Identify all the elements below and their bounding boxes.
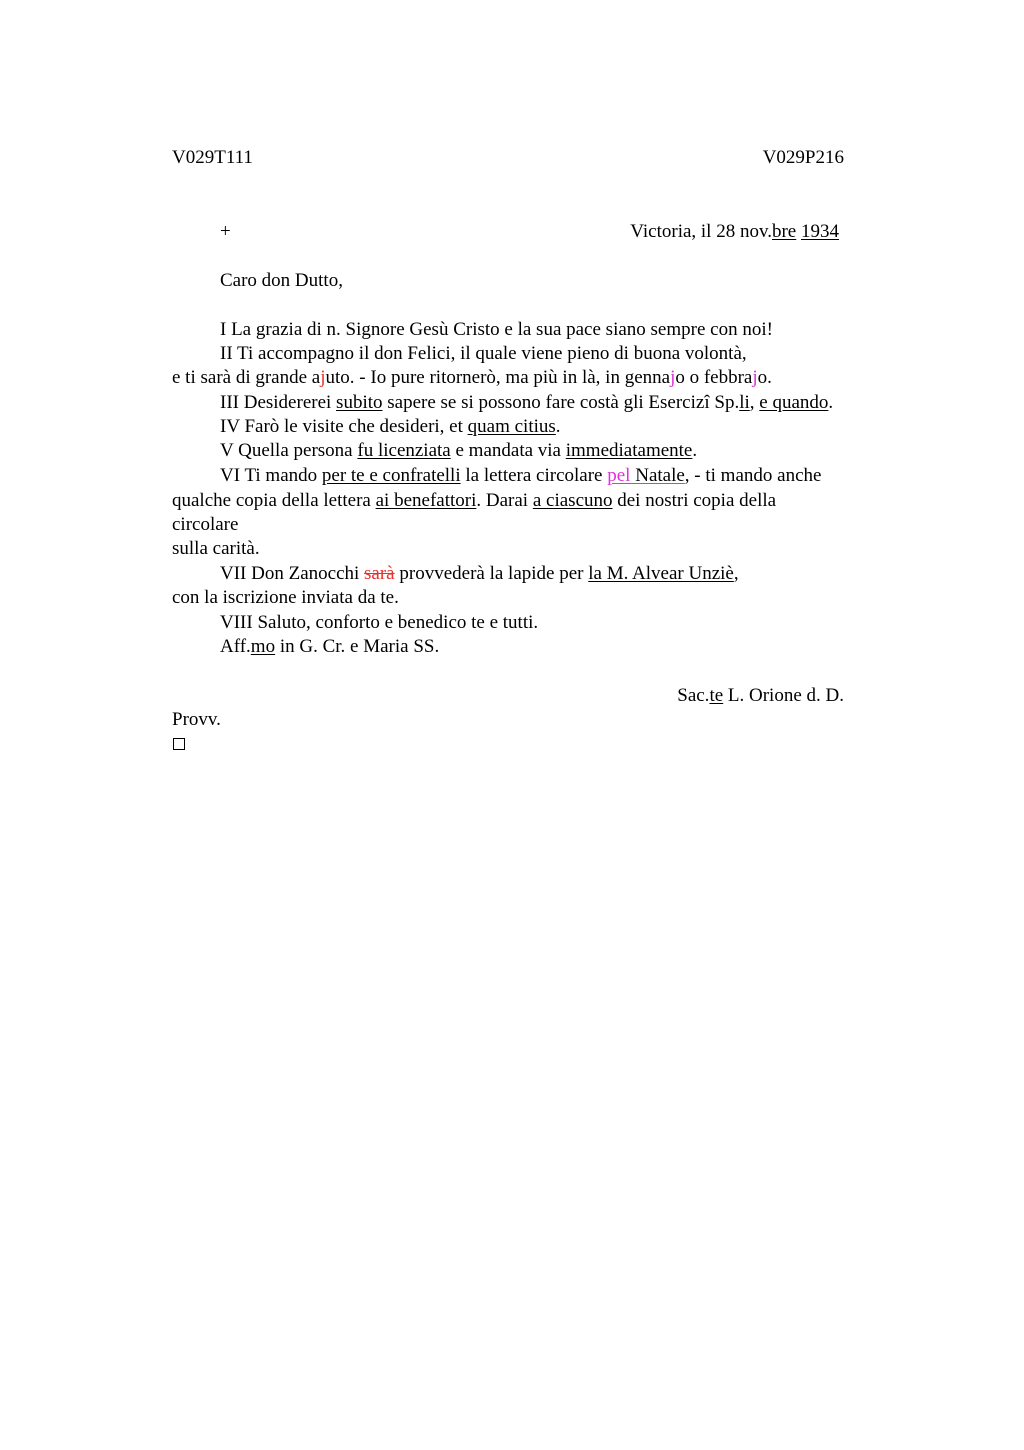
text-run: la lettera circolare xyxy=(460,465,608,486)
text-run: , xyxy=(749,392,760,413)
underlined-correction: pel xyxy=(607,465,631,486)
signature xyxy=(677,684,844,708)
checkbox-icon[interactable] xyxy=(173,738,185,750)
underlined-text: te xyxy=(709,685,724,706)
underlined-text: quam citius xyxy=(467,416,556,437)
paragraph-5 xyxy=(220,439,697,463)
document-code-left: V029T111 xyxy=(172,147,253,168)
paragraph-1: I La grazia di n. Signore Gesù Cristo e la sua pace siano sempre con noi! xyxy=(220,319,773,340)
text-run: o o febbra xyxy=(675,367,753,388)
underlined-text: ai benefattori xyxy=(375,490,477,511)
underlined-text: mo xyxy=(250,636,276,657)
text-run: Sac. xyxy=(677,685,710,706)
text-run: Sp. xyxy=(709,392,740,413)
text-run: . xyxy=(692,440,698,461)
dateline-year: 1934 xyxy=(801,221,839,242)
paragraph-6-line-2 xyxy=(172,489,776,513)
salutation: Caro don Dutto, xyxy=(220,270,343,291)
text-run: , - ti mando anche xyxy=(684,465,822,486)
provv-label: Provv. xyxy=(172,709,221,730)
correction-mark: j xyxy=(752,367,758,388)
text-run: qualche copia della lettera xyxy=(172,490,376,511)
text-run: provvederà la lapide per xyxy=(394,563,589,584)
closing xyxy=(220,635,439,659)
text-run: e ti sarà di grande a xyxy=(172,367,321,388)
text-run: III Desidererei xyxy=(220,392,337,413)
text-run: o. xyxy=(757,367,772,388)
underlined-text: a ciascuno xyxy=(532,490,613,511)
underlined-text: li xyxy=(739,392,750,413)
underlined-text: fu licenziata xyxy=(357,440,451,461)
paragraph-2-line-2 xyxy=(172,366,772,390)
cross-symbol: + xyxy=(220,221,231,242)
text-run: V Quella persona xyxy=(220,440,358,461)
paragraph-6-line-4: sulla carità. xyxy=(172,538,260,559)
text-run: in G. Cr. e Maria SS. xyxy=(275,636,440,657)
text-run: Aff. xyxy=(220,636,251,657)
underlined-text: immediatamente xyxy=(565,440,693,461)
text-run: VII Don Zanocchi xyxy=(220,563,365,584)
correction-mark: j xyxy=(320,367,326,388)
text-run: IV Farò le visite che desideri, et xyxy=(220,416,468,437)
struck-text: sarà xyxy=(364,563,395,584)
dateline-ordinal: bre xyxy=(771,221,797,242)
paragraph-4 xyxy=(220,415,561,439)
underlined-text: e quando xyxy=(759,392,829,413)
document-code-right: V029P216 xyxy=(762,147,844,168)
text-run: . xyxy=(555,416,561,437)
text-run: dei nostri copia della xyxy=(612,490,777,511)
paragraph-6-line-1 xyxy=(220,464,821,488)
paragraph-2-line-1: II Ti accompagno il don Felici, il quale viene pieno di buona volontà, xyxy=(220,343,747,364)
paragraph-3 xyxy=(220,391,833,415)
correction-mark: j xyxy=(670,367,676,388)
paragraph-6-line-3: circolare xyxy=(172,514,239,535)
text-run: VI Ti mando xyxy=(220,465,322,486)
paragraph-7-line-2: con la iscrizione inviata da te. xyxy=(172,587,399,608)
underlined-text: subito xyxy=(336,392,383,413)
text-run: sapere se si possono fare costà gli Esercizî xyxy=(382,392,710,413)
paragraph-7-line-1 xyxy=(220,562,739,586)
underlined-text: Natale xyxy=(630,465,685,486)
paragraph-8: VIII Saluto, conforto e benedico te e tutti. xyxy=(220,612,539,633)
underlined-text: la M. Alvear Unziè xyxy=(588,563,734,584)
text-run: . xyxy=(828,392,834,413)
underlined-text: per te e confratelli xyxy=(321,465,461,486)
dateline-place-date: Victoria, il 28 nov. xyxy=(630,221,772,242)
text-run: , xyxy=(733,563,739,584)
text-run: L. Orione d. D. xyxy=(723,685,844,706)
text-run: uto. - Io pure ritornerò, ma più in là, in genna xyxy=(325,367,671,388)
text-run: . Darai xyxy=(476,490,533,511)
text-run: e mandata via xyxy=(450,440,566,461)
dateline xyxy=(630,220,839,244)
